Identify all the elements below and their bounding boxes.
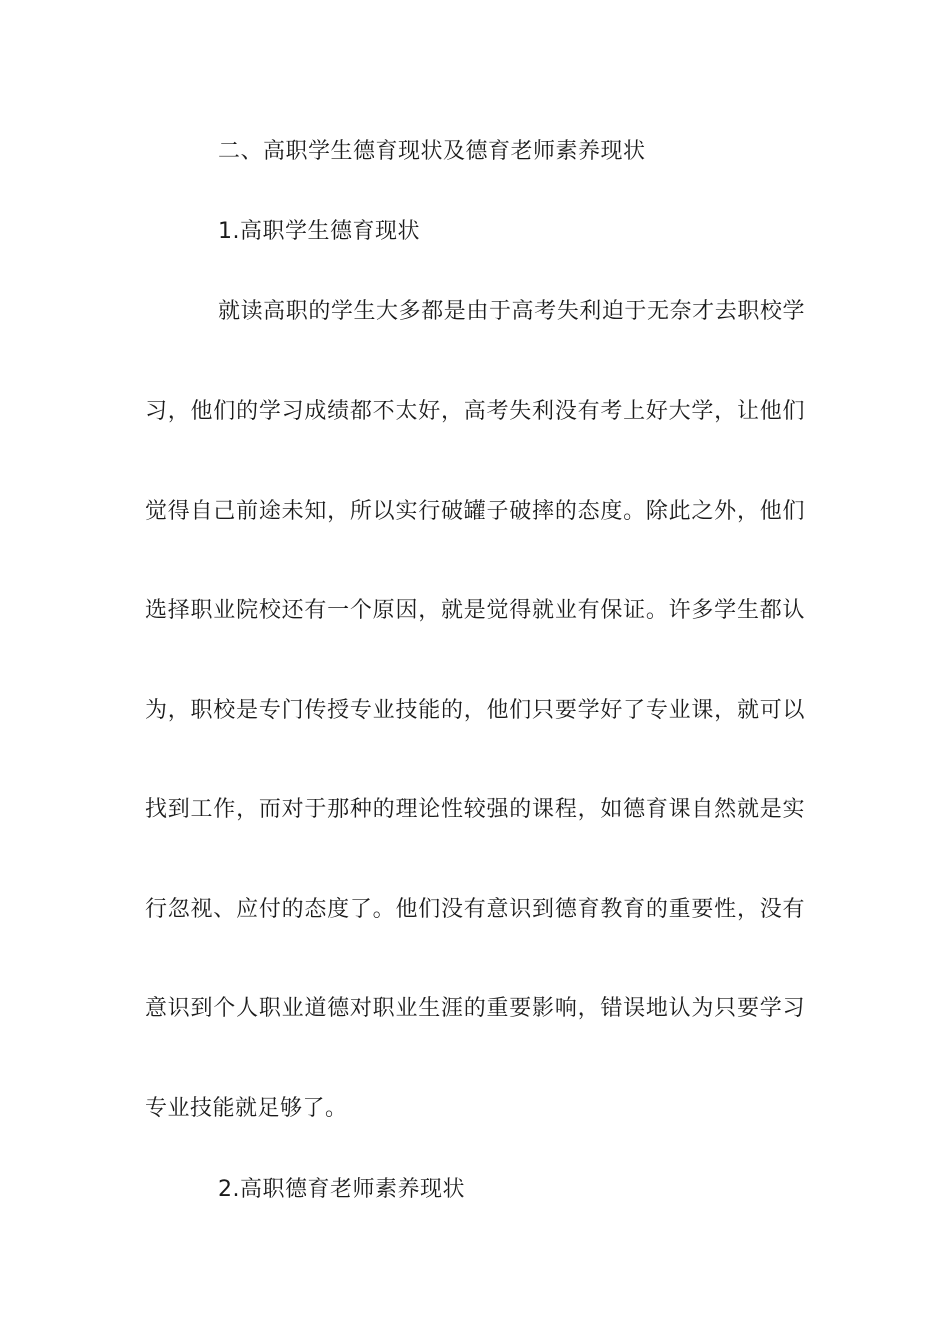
paragraph-line: 专业技能就足够了。 [145, 1096, 348, 1121]
subheading-student-moral-education: 1.高职学生德育现状 [218, 219, 420, 244]
paragraph-line: 找到工作，而对于那种的理论性较强的课程，如德育课自然就是实 [145, 797, 805, 822]
subheading-teacher-quality: 2.高职德育老师素养现状 [218, 1177, 465, 1202]
paragraph-line: 为，职校是专门传授专业技能的，他们只要学好了专业课，就可以 [145, 698, 805, 723]
paragraph-line: 习，他们的学习成绩都不太好，高考失利没有考上好大学，让他们 [145, 399, 805, 424]
paragraph-line: 意识到个人职业道德对职业生涯的重要影响，错误地认为只要学习 [145, 996, 805, 1021]
paragraph-line: 觉得自己前途未知，所以实行破罐子破摔的态度。除此之外，他们 [145, 499, 805, 524]
paragraph-line: 行忽视、应付的态度了。他们没有意识到德育教育的重要性，没有 [145, 897, 805, 922]
section-heading: 二、高职学生德育现状及德育老师素养现状 [218, 139, 646, 164]
paragraph-line: 就读高职的学生大多都是由于高考失利迫于无奈才去职校学 [218, 299, 805, 324]
paragraph-line: 选择职业院校还有一个原因，就是觉得就业有保证。许多学生都认 [145, 598, 805, 623]
